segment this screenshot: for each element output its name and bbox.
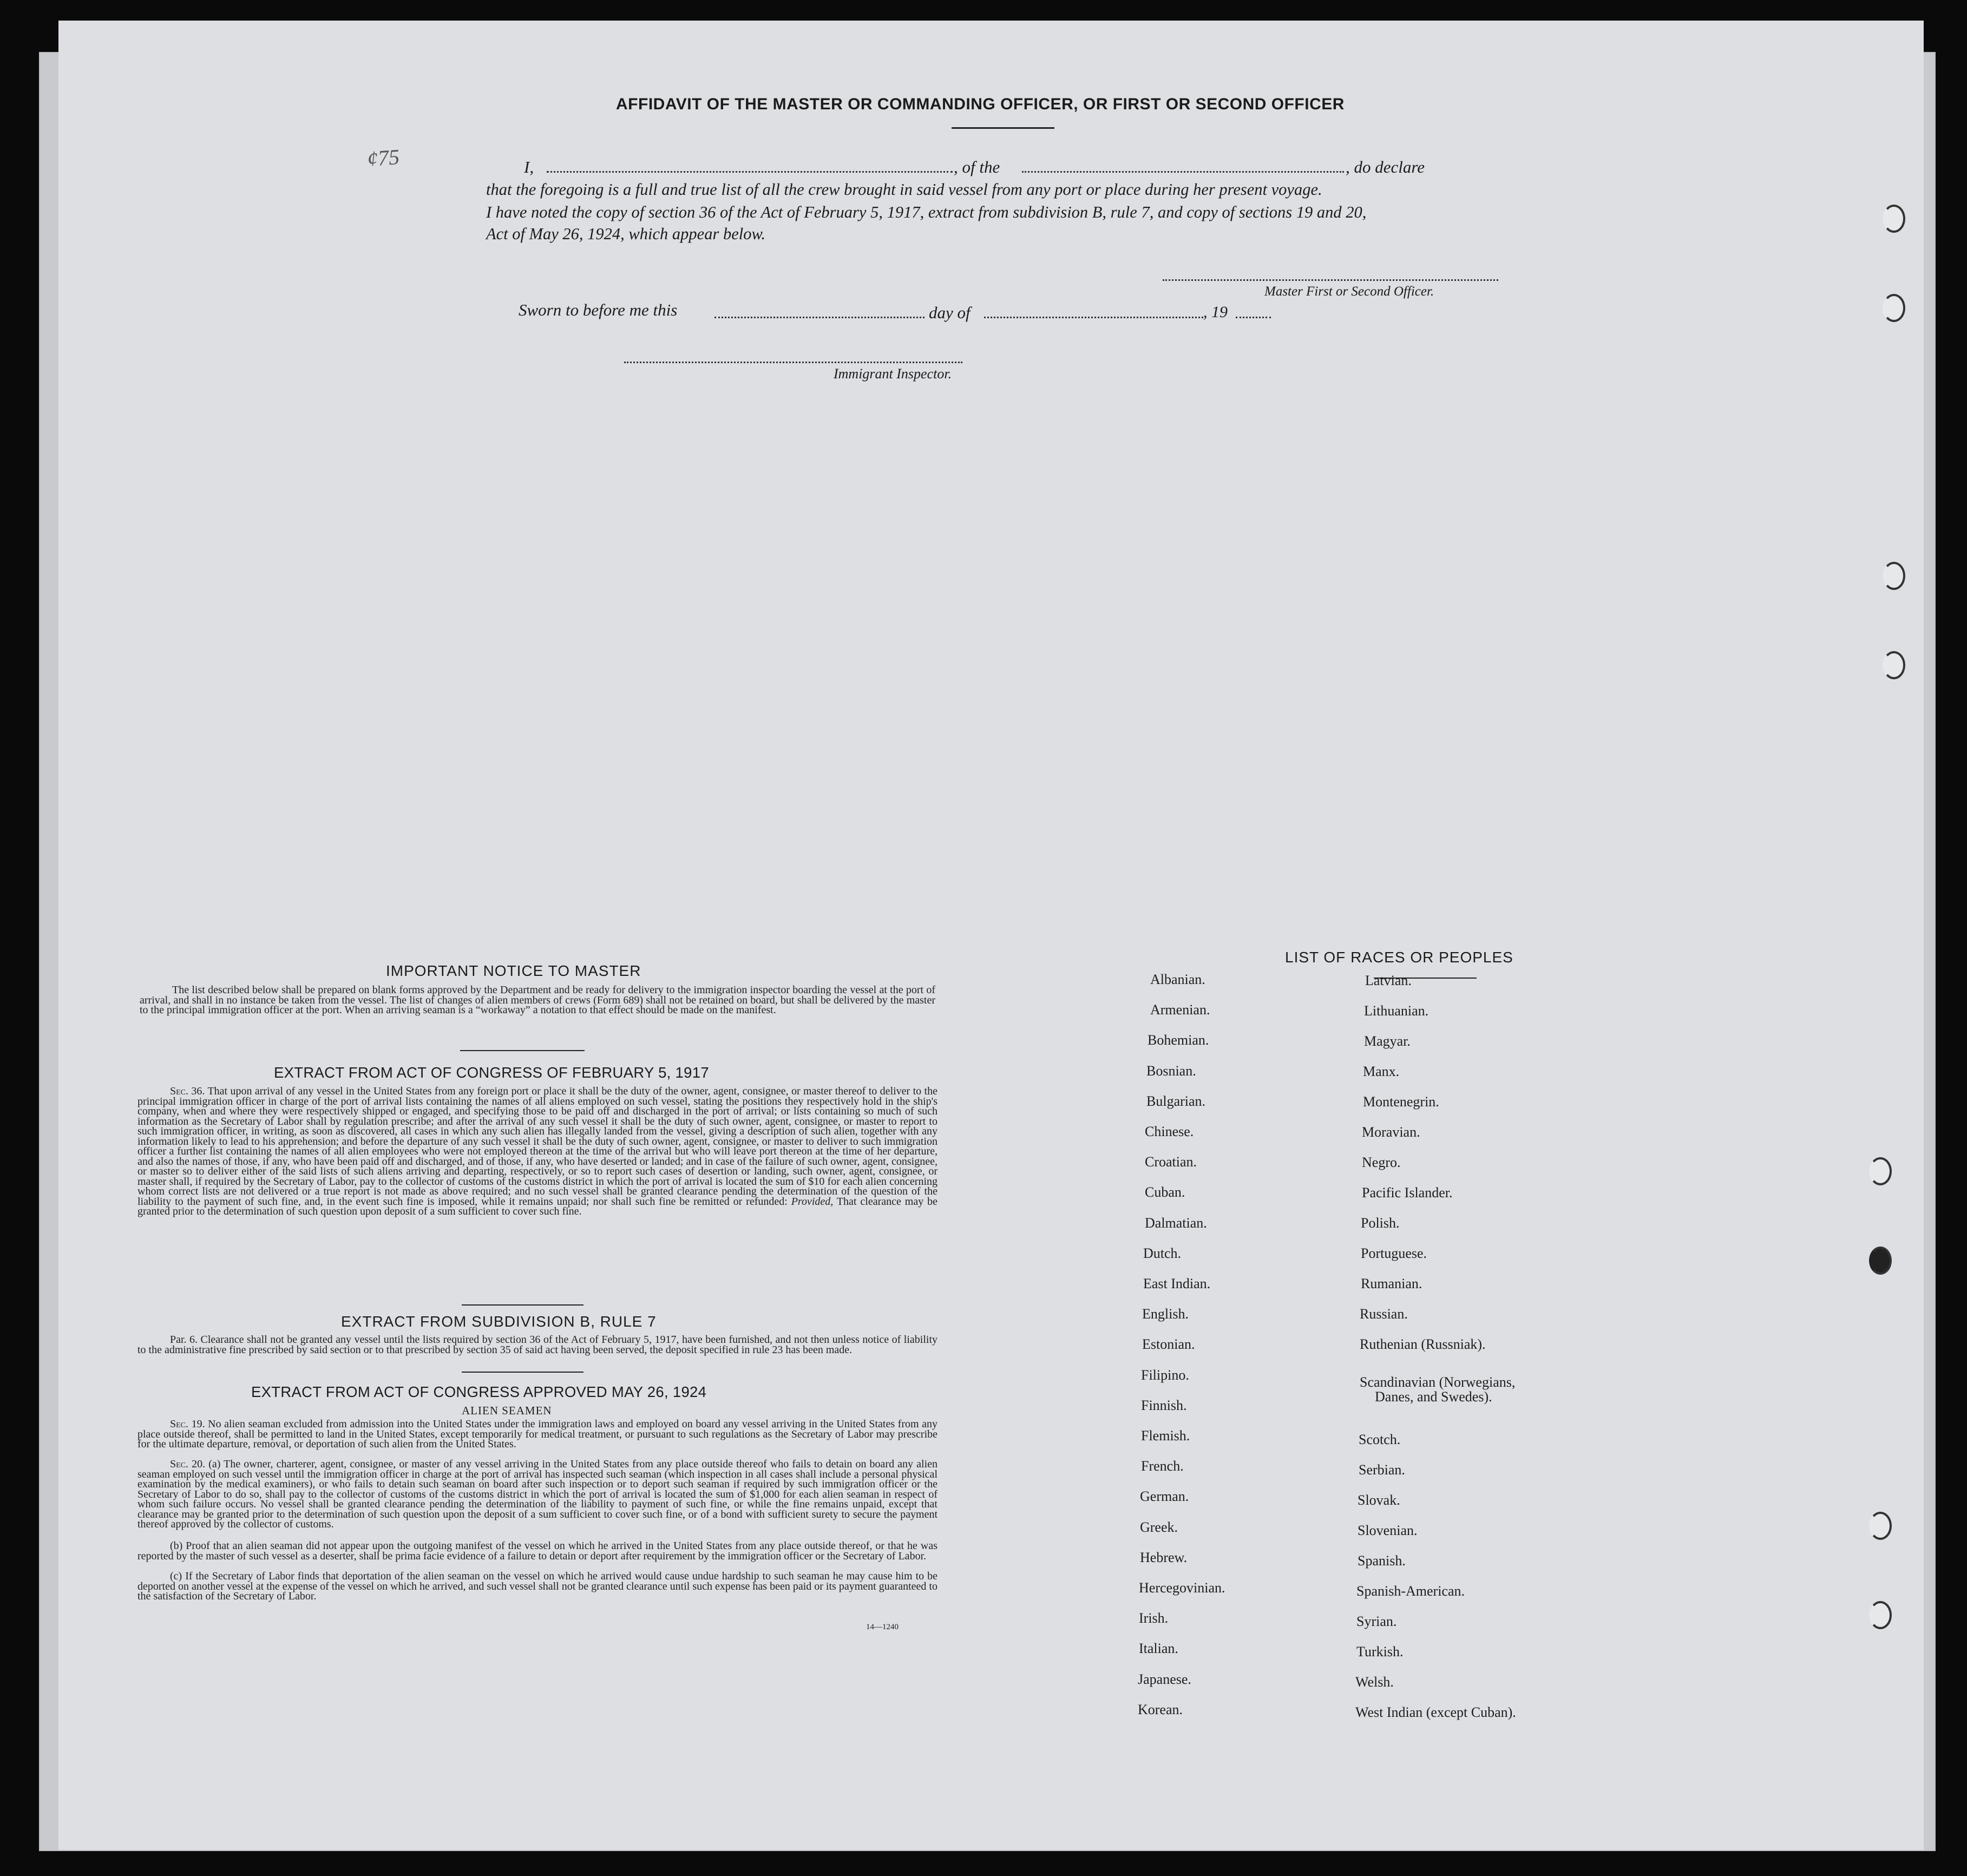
- race-left-10: East Indian.: [1143, 1276, 1211, 1291]
- alien-seamen-subtitle: ALIEN SEAMEN: [462, 1404, 552, 1417]
- day-of-label: day of: [929, 303, 971, 322]
- race-left-9: Dutch.: [1143, 1245, 1182, 1261]
- affidavit-line1-of: , of the: [954, 158, 1000, 176]
- rule7-title: EXTRACT FROM SUBDIVISION B, RULE 7: [341, 1313, 657, 1330]
- race-right-18: Slovenian.: [1358, 1523, 1418, 1538]
- race-right-16: Serbian.: [1359, 1462, 1405, 1478]
- race-left-16: French.: [1141, 1458, 1184, 1474]
- race-right-13: Scandinavian (Norwegians,: [1360, 1374, 1516, 1390]
- race-right-14: Danes, and Swedes).: [1375, 1389, 1492, 1405]
- binder-hole: [1883, 562, 1905, 590]
- notice-title: IMPORTANT NOTICE TO MASTER: [386, 962, 641, 979]
- race-left-22: Italian.: [1139, 1641, 1178, 1657]
- inspector-label: Immigrant Inspector.: [834, 366, 952, 382]
- sec-36-body: That upon arrival of any vessel in the United States from any foreign port or place it shall be the duty of the owner, agent, consignee, or master thereof to deliver to the principal immigration officer in charge of the port of arrival lists containing the names of all aliens employed on such vessel, stating the positions they respectively hold in the ship's company, when and where they were respectively shipped or engaged, and specifying those to be paid off and discharged in the port of arrival; or lists containing so much of such information as the Secretary of Labor shall by regulation prescribe; and after the arrival of any such vessel it shall be the duty of such owner, agent, consignee, or master to report to such immigration officer, in writing, as soon as discovered, all cases in which any such alien has illegally landed from the vessel, giving a description of such alien, together with any information likely to lead to his apprehension; and before the departure of any such vessel it shall be the duty of such owner, agent, consignee, or master to deliver to such immigration officer a further list containing the names of all alien employees who were not employed thereon at the time of the arrival but who will leave port thereon at the time of her departure, and also the names of those, if any, who have been paid off and discharged, and of those, if any, who have deserted or landed; and in case of the failure of such owner, agent, consignee, or master so to deliver either of the said lists of such aliens arriving and departing, respectively, or so to report such cases of desertion or landing, such owner, agent, consignee, or master shall, if required by the Secretary of Labor, pay to the collector of customs of the customs district in which the port of arrival is located the sum of $10 for each alien concerning whom correct lists are not delivered or a true report is not made as above required; and no such vessel shall be granted clearance pending the determination of the question of the liability to the payment of such fine, and, in the event such fine is imposed, while it remains unpaid; nor shall such fine be remitted or refunded:: [137, 1085, 937, 1208]
- race-left-2: Bohemian.: [1148, 1032, 1209, 1048]
- race-right-24: West Indian (except Cuban).: [1355, 1704, 1516, 1720]
- form-number: 14—1240: [866, 1623, 899, 1631]
- affidavit-line1-i: I,: [524, 158, 534, 176]
- race-left-8: Dalmatian.: [1145, 1215, 1207, 1231]
- notice-text: The list described below shall be prepared on blank forms approved by the Department and be ready for delivery to the immigration inspector boarding the vessel at the port of arrival, and shall in no instance be taken from the vessel. The list of changes of alien members of crews (Form 689) shall not be retained on board, but shall be delivered by the master to the principal immigration officer at the port. When an arriving seaman is a “workaway” a notation to that effect should be made on the manifest.: [140, 984, 935, 1016]
- provided-word: Provided,: [791, 1195, 834, 1208]
- document-page: [58, 21, 1924, 1850]
- race-left-7: Cuban.: [1145, 1184, 1185, 1201]
- race-right-17: Slovak.: [1358, 1492, 1400, 1508]
- sec-36-end: That clearance may be granted prior to the determination of such question upon deposit of a sum sufficient to cover such fine.: [137, 1195, 937, 1217]
- affidavit-line1-declare: , do declare: [1346, 158, 1425, 176]
- race-left-3: Bosnian.: [1146, 1062, 1196, 1079]
- extract-1917-title: EXTRACT FROM ACT OF CONGRESS OF FEBRUARY 5, 1917: [274, 1064, 709, 1081]
- race-left-23: Japanese.: [1138, 1671, 1191, 1687]
- race-right-22: Turkish.: [1356, 1644, 1404, 1659]
- race-left-18: Greek.: [1140, 1519, 1178, 1535]
- race-left-14: Finnish.: [1141, 1397, 1187, 1413]
- race-right-7: Pacific Islander.: [1362, 1185, 1453, 1201]
- sec-19-label: Sec. 19.: [170, 1418, 205, 1430]
- race-right-23: Welsh.: [1355, 1674, 1394, 1690]
- race-right-3: Manx.: [1363, 1064, 1400, 1079]
- sworn-label: Sworn to before me this: [519, 300, 678, 319]
- races-title: LIST OF RACES OR PEOPLES: [1285, 949, 1513, 966]
- binder-hole: [1869, 1601, 1892, 1629]
- vessel-blank[interactable]: [1022, 171, 1344, 173]
- race-right-10: Rumanian.: [1361, 1276, 1422, 1291]
- signature-blank[interactable]: [1163, 279, 1498, 281]
- sec-20a-body: (a) The owner, charterer, agent, consignee, or master of any vessel arriving in the United States from any place outside thereof who fails to detain on board any alien seaman employed on such vessel until the immigration officer in charge at the port of arrival has inspected such seaman (which inspection in all cases shall include a personal physical examination by the medical examiners), or who fails to detain such seaman on board after such inspection or to deport such seaman if required by such immigration officer or the Secretary of Labor to do so, shall pay to the collector of customs of the customs district in which the port of arrival is located the sum of $1,000 for each alien seaman in respect of whom such failure occurs. No vessel shall be granted clearance pending the determination of the liability to payment of such fine, or while the fine remains unpaid, except that clearance may be granted prior to the determination of such question upon the deposit of a sum sufficient to cover such fine, or of a bond with sufficient surety to secure the payment thereof approved by the collector of customs.: [137, 1458, 938, 1530]
- race-left-19: Hebrew.: [1140, 1549, 1188, 1565]
- sec-19-text: [137, 1419, 937, 1449]
- binder-hole: [1869, 1512, 1892, 1540]
- title-rule: [952, 127, 1054, 129]
- affidavit-line4: Act of May 26, 1924, which appear below.: [486, 225, 766, 243]
- extract-1924-title: EXTRACT FROM ACT OF CONGRESS APPROVED MAY 26, 1924: [251, 1383, 707, 1400]
- race-left-24: Korean.: [1138, 1701, 1183, 1717]
- race-left-15: Flemish.: [1141, 1428, 1190, 1444]
- race-right-11: Russian.: [1360, 1306, 1408, 1322]
- sec-19-body: No alien seaman excluded from admission into the United States under the immigration laws and employed on board any vessel arriving in the United States from any place outside thereof, shall be permitted to land in the United States, except temporarily for medical treatment, or pursuant to such regulations as the Secretary of Labor may prescribe for the ultimate departure, removal, or deportation of such alien from the United States.: [137, 1418, 938, 1450]
- race-left-4: Bulgarian.: [1146, 1093, 1206, 1109]
- race-right-1: Lithuanian.: [1364, 1003, 1429, 1019]
- sworn-day-blank[interactable]: [714, 317, 925, 318]
- race-right-12: Ruthenian (Russniak).: [1360, 1336, 1486, 1352]
- race-right-6: Negro.: [1362, 1155, 1401, 1170]
- sec-36-label: Sec. 36.: [170, 1085, 205, 1097]
- race-left-11: English.: [1142, 1306, 1189, 1322]
- affidavit-title: AFFIDAVIT OF THE MASTER OR COMMANDING OFFICER, OR FIRST OR SECOND OFFICER: [616, 95, 1345, 113]
- race-left-1: Armenian.: [1150, 1002, 1210, 1018]
- race-left-5: Chinese.: [1145, 1124, 1194, 1139]
- rule7-rule: [462, 1372, 583, 1373]
- sworn-month-blank[interactable]: [984, 317, 1203, 318]
- rule7-text: Par. 6. Clearance shall not be granted any vessel until the lists required by section 36 of the Act of February 5, 1917, have been furnished, and not then unless notice of liability to the administrative fine prescribed by said section or to that prescribed by section 35 of said act having been served, the deposit specified in rule 23 has been made.: [137, 1334, 937, 1356]
- race-right-0: Latvian.: [1365, 973, 1412, 988]
- race-right-15: Scotch.: [1359, 1432, 1401, 1447]
- signature-label: Master First or Second Officer.: [1264, 284, 1434, 299]
- sec-20c-text: (c) If the Secretary of Labor finds that deportation of the alien seaman on the vessel on which he arrived would cause undue hardship to such seaman he may cause him to be deported on another vessel at the expense of the vessel on which he arrived, and such vessel shall not be granted clearance until such expense has been paid or its payment guaranteed to the satisfaction of the Secretary of Labor.: [137, 1570, 937, 1602]
- margin-mark: ¢75: [366, 144, 401, 172]
- name-blank[interactable]: [547, 171, 953, 173]
- sec-20a-text: [137, 1459, 937, 1530]
- affidavit-line2: that the foregoing is a full and true list of all the crew brought in said vessel from any port or place during her present voyage.: [486, 180, 1322, 199]
- binder-hole: [1883, 205, 1905, 233]
- race-left-0: Albanian.: [1150, 972, 1205, 987]
- sworn-year-blank[interactable]: [1236, 317, 1271, 318]
- extract-1917-rule: [462, 1304, 583, 1306]
- race-left-12: Estonian.: [1142, 1336, 1195, 1353]
- sec-20b-text: (b) Proof that an alien seaman did not appear upon the outgoing manifest of the vessel on which he arrived in the United States from any place outside thereof, or that he was reported by the master of such vessel as a deserter, shall be prima facie evidence of a failure to detain or deport after requirement by the immigration officer or the Secretary of Labor.: [137, 1540, 937, 1562]
- race-right-2: Magyar.: [1364, 1033, 1411, 1049]
- race-left-13: Filipino.: [1141, 1367, 1189, 1383]
- binder-hole: [1883, 294, 1905, 322]
- binder-hole: [1869, 1247, 1892, 1275]
- notice-rule: [460, 1050, 585, 1051]
- race-right-9: Portuguese.: [1361, 1245, 1427, 1261]
- affidavit-line3: I have noted the copy of section 36 of the Act of February 5, 1917, extract from subdivision B, rule 7, and copy of sections 19 and 20,: [486, 203, 1367, 221]
- race-right-4: Montenegrin.: [1363, 1094, 1439, 1110]
- race-right-5: Moravian.: [1362, 1124, 1420, 1140]
- extract-1917-text: [137, 1086, 937, 1217]
- race-right-21: Syrian.: [1356, 1613, 1397, 1629]
- race-right-20: Spanish-American.: [1356, 1583, 1465, 1599]
- race-right-8: Polish.: [1361, 1215, 1400, 1231]
- inspector-signature-blank[interactable]: [624, 362, 962, 363]
- race-left-17: German.: [1140, 1488, 1189, 1505]
- race-left-6: Croatian.: [1145, 1154, 1197, 1170]
- year-label: , 19: [1203, 303, 1228, 321]
- sec-20-label: Sec. 20.: [170, 1458, 206, 1470]
- binder-hole: [1869, 1157, 1892, 1185]
- race-left-20: Hercegovinian.: [1139, 1580, 1225, 1596]
- race-left-21: Irish.: [1139, 1610, 1169, 1626]
- binder-hole: [1883, 651, 1905, 679]
- race-right-19: Spanish.: [1358, 1553, 1406, 1569]
